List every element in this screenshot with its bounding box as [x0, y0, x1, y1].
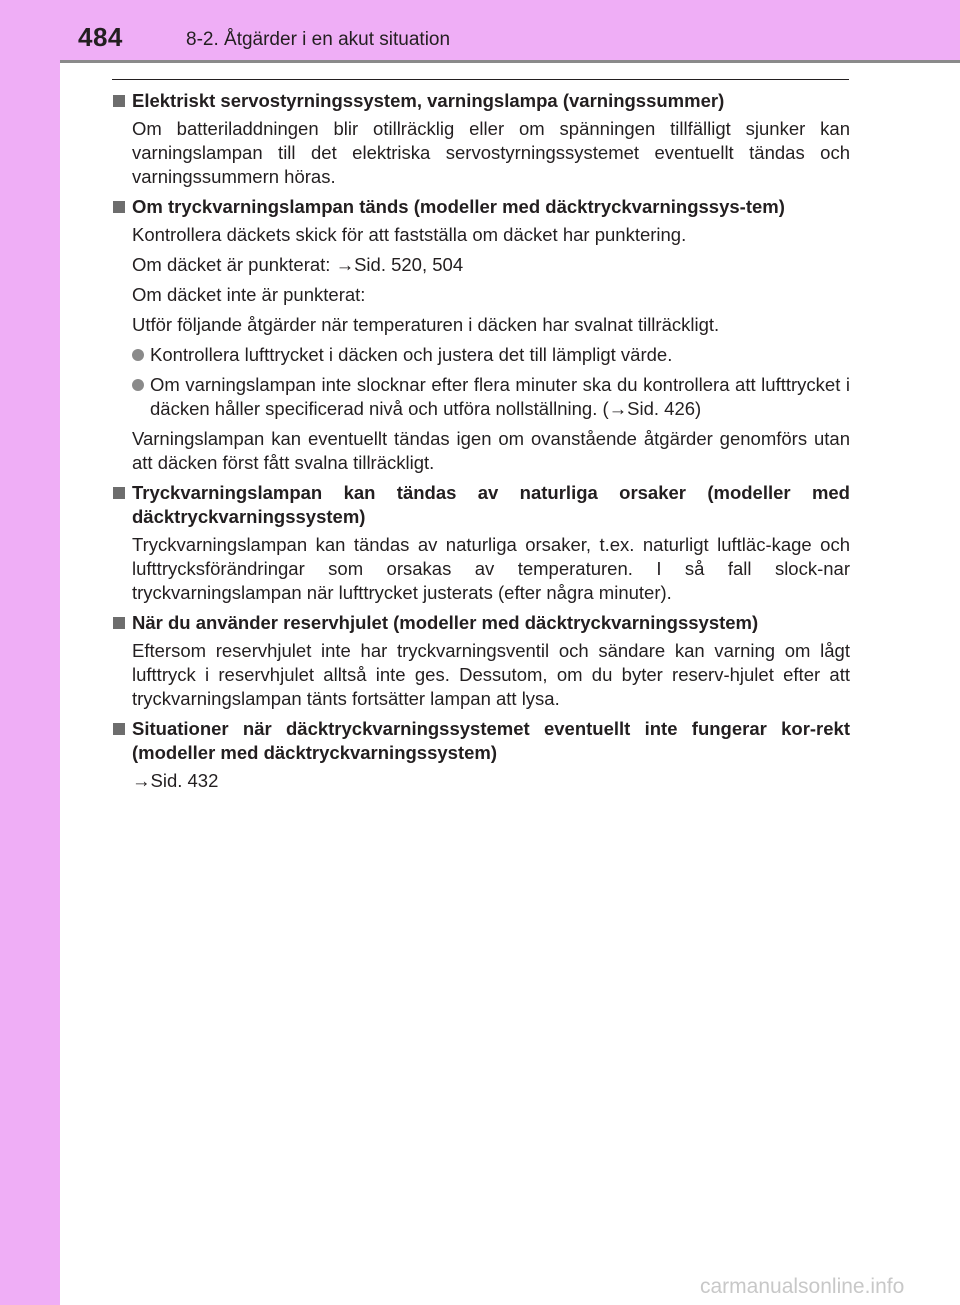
- section-system-malfunction: [112, 717, 850, 793]
- page-content: [112, 89, 850, 799]
- chapter-title: 8-2. Åtgärder i en akut situation: [186, 29, 451, 50]
- paragraph: Utför följande åtgärder när temperaturen i däcken har svalnat tillräckligt.: [132, 314, 720, 335]
- section-heading-text: När du använder reservhjulet (modeller med däcktryckvarningssystem): [132, 612, 759, 633]
- list-item-text: Om varningslampan inte slocknar efter flera minuter ska du kontrollera att lufttrycket i däcken håller specificerad nivå och utföra nollställning. (→Sid. 426): [150, 374, 850, 419]
- watermark: carmanualsonline.info: [700, 1275, 905, 1298]
- page-reference-link[interactable]: →Sid. 432: [132, 770, 219, 791]
- list-item-text: Kontrollera lufttrycket i däcken och justera det till lämpligt värde.: [150, 344, 673, 365]
- section-heading: [112, 481, 850, 529]
- square-bullet-icon: [113, 487, 125, 499]
- page-number: 484: [78, 22, 123, 52]
- section-heading: [112, 89, 850, 113]
- section-heading-text: Situationer när däcktryckvarningssystemet eventuellt inte fungerar kor-rekt (modeller med däcktryckvarningssystem): [132, 718, 850, 763]
- section-heading: [112, 195, 850, 219]
- paragraph: Kontrollera däckets skick för att fastställa om däcket har punktering.: [132, 224, 687, 245]
- paragraph: Om däcket är punkterat: →Sid. 520, 504: [132, 254, 464, 275]
- section-power-steering: [112, 89, 850, 189]
- list-item: [112, 343, 850, 367]
- square-bullet-icon: [113, 201, 125, 213]
- paragraph: Tryckvarningslampan kan tändas av naturliga orsaker, t.ex. naturligt luftläc-kage och lufttrycksförändringar som orsakas av temperaturen. I så fall slock-nar tryckvarningslampan när lufttrycket justerats (efter några minuter).: [132, 534, 850, 603]
- section-heading-text: Om tryckvarningslampan tänds (modeller med däcktryckvarningssys-tem): [132, 196, 785, 217]
- circle-bullet-icon: [132, 379, 144, 391]
- circle-bullet-icon: [132, 349, 144, 361]
- paragraph: Eftersom reservhjulet inte har tryckvarningsventil och sändare kan varning om lågt lufttryck i reservhjulet alltså inte ges. Dessutom, om du byter reserv-hjulet efter att tryckvarningslampan tänts fortsätter lampan att lysa.: [132, 640, 850, 709]
- header-rule: [60, 60, 960, 63]
- paragraph: Om batteriladdningen blir otillräcklig eller om spänningen tillfälligt sjunker kan varningslampan till det elektriska servostyrningssystemet eventuellt tändas och varningssummern höras.: [132, 118, 850, 187]
- square-bullet-icon: [113, 95, 125, 107]
- header-band: [0, 0, 960, 60]
- section-tire-pressure-warning: [112, 195, 850, 475]
- section-spare-wheel: [112, 611, 850, 711]
- paragraph: Om däcket inte är punkterat:: [132, 284, 366, 305]
- paragraph: Varningslampan kan eventuellt tändas igen om ovanstående åtgärder genomförs utan att däcken först fått svalna tillräckligt.: [132, 428, 850, 473]
- square-bullet-icon: [113, 723, 125, 735]
- section-divider: [112, 79, 849, 80]
- chapter-side-band: [0, 0, 60, 1305]
- section-heading-text: Tryckvarningslampan kan tändas av naturliga orsaker (modeller med däcktryckvarningssystem): [132, 482, 850, 527]
- list-item: [112, 373, 850, 421]
- section-heading-text: Elektriskt servostyrningssystem, varningslampa (varningssummer): [132, 90, 725, 111]
- section-heading: [112, 611, 850, 635]
- section-heading: [112, 717, 850, 765]
- square-bullet-icon: [113, 617, 125, 629]
- section-natural-causes: [112, 481, 850, 605]
